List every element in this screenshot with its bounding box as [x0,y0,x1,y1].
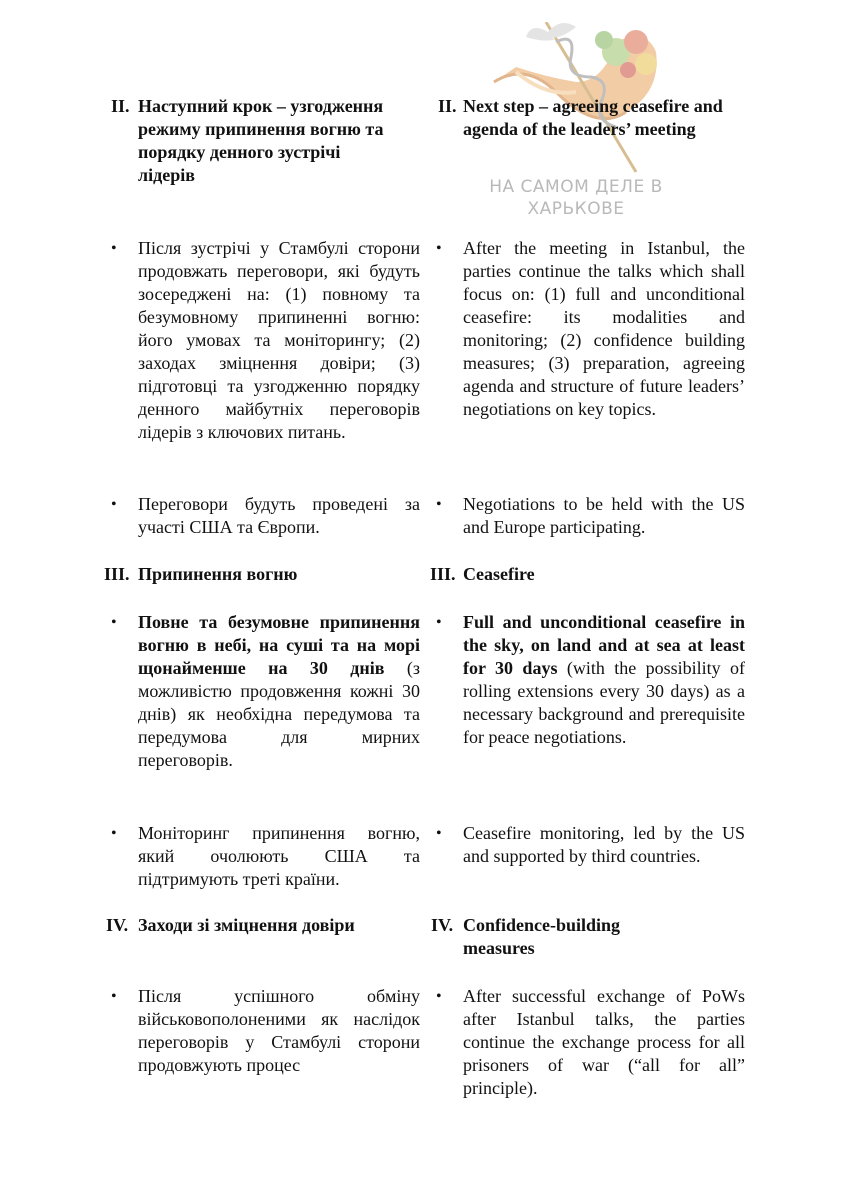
section-title-uk: Наступний крок – узгодження режиму припинення вогню та порядку денного зустрічі лідерів [138,96,384,185]
paragraph-en: Ceasefire monitoring, led by the US and supported by third countries. [463,823,745,866]
paragraph-uk-rest: (з можливістю продовження кожні 30 днів) як необхідна передумова та передумова для мирних переговорів. [138,658,420,770]
paragraph-uk: Переговори будуть проведені за участі США та Європи. [138,494,420,537]
paragraph-en [463,611,745,749]
bullet-marker: • [111,825,117,842]
section-number-en: III. [430,564,456,584]
paragraph-en-bold: Full and unconditional ceasefire in the sky, on land and at sea at least for 30 days [463,612,745,678]
section-number-uk: IV. [106,915,129,935]
paragraph-en: After successful exchange of PoWs after Istanbul talks, the parties continue the exchange process for all prisoners of war (“all for all” principle). [463,986,745,1098]
bullet-marker: • [111,988,117,1005]
bullet-marker: • [436,988,442,1005]
bullet-marker: • [436,825,442,842]
bullet-marker: • [436,496,442,513]
paragraph-en-rest: (with the possibility of rolling extensions every 30 days) as a necessary background and prerequisite for peace negotiations. [463,658,745,747]
bullet-marker: • [111,240,117,257]
bullet-marker: • [111,496,117,513]
paragraph-uk: Після успішного обміну військовополоненими як наслідок переговорів у Стамбулі сторони продовжують процес [138,986,420,1075]
bullet-marker: • [436,240,442,257]
paragraph-uk [138,611,420,772]
bullet-marker: • [436,614,442,631]
paragraph-en: After the meeting in Istanbul, the parties continue the talks which shall focus on: (1) full and unconditional ceasefire: its modalities and monitoring; (2) confidence building measures; (3) preparation, agreeing agenda and structure of future leaders’ negotiations on key topics. [463,238,745,419]
section-number-en: II. [438,96,457,116]
paragraph-uk: Моніторинг припинення вогню, який очолюють США та підтримують треті країни. [138,823,420,889]
watermark-text-line-2: ХАРЬКОВЕ [527,199,625,219]
section-number-en: IV. [431,915,454,935]
section-title-en: Next step – agreeing ceasefire and agenda of the leaders’ meeting [463,96,723,139]
bullet-marker: • [111,614,117,631]
section-title-en: Confidence-building measures [463,915,621,958]
paragraph-uk: Після зустрічі у Стамбулі сторони продовжать переговори, які будуть зосереджені на: (1) повному та безумовному припиненні вогню: його умовах та моніторингу; (2) заходах зміцнення довіри; (3) підготовці та узгодженню порядку денного майбутніх переговорів лідерів з ключових питань. [138,238,420,442]
paragraph-en: Negotiations to be held with the US and Europe participating. [463,494,745,537]
paragraph-uk-bold: Повне та безумовне припинення вогню в небі, на суші та на морі щонайменше на 30 днів [138,612,420,678]
section-title-uk: Припинення вогню [138,564,298,584]
section-number-uk: II. [111,96,130,116]
watermark-text-line-1: НА САМОМ ДЕЛЕ В [489,177,663,197]
section-number-uk: III. [104,564,130,584]
section-title-uk: Заходи зі зміцнення довіри [138,915,355,935]
section-title-en: Ceasefire [463,564,535,584]
